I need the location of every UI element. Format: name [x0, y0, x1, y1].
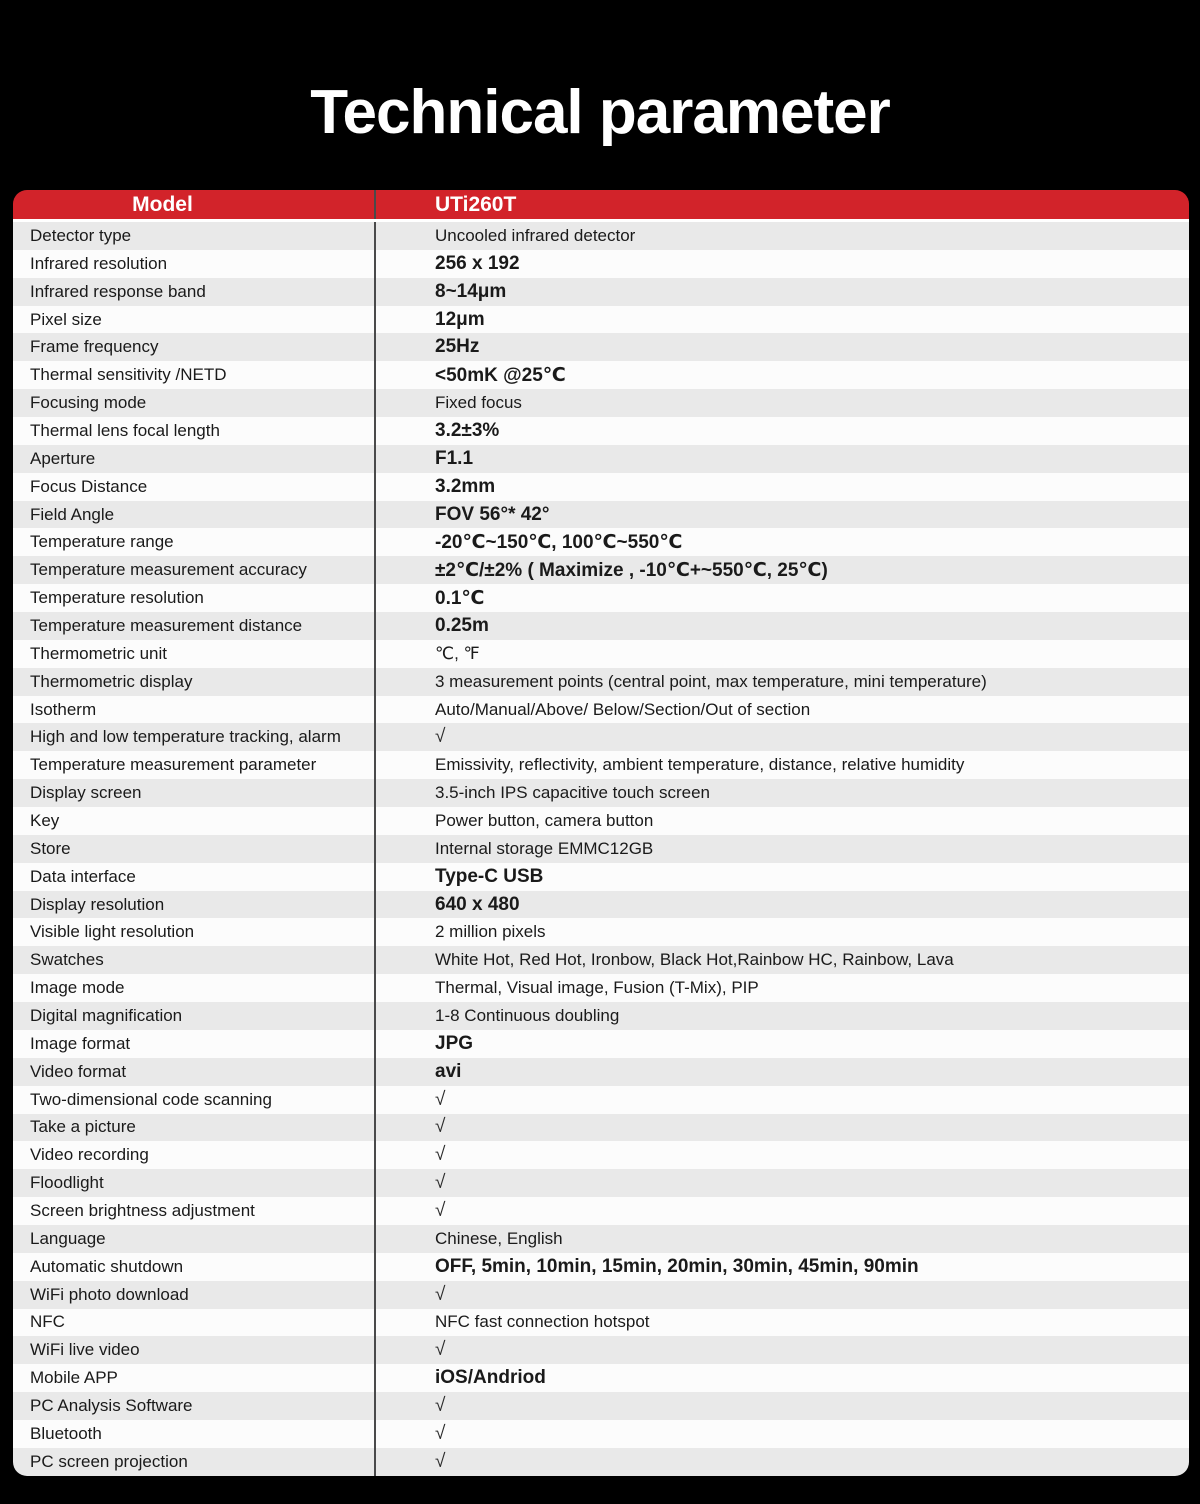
param-label: Automatic shutdown: [13, 1253, 376, 1281]
param-value: Uncooled infrared detector: [435, 225, 636, 245]
param-label: Floodlight: [13, 1169, 376, 1197]
param-label: Visible light resolution: [13, 918, 376, 946]
table-row: [13, 640, 1189, 668]
table-row: [13, 1141, 1189, 1169]
param-value: Power button, camera button: [435, 810, 654, 830]
table-row: [13, 918, 1189, 946]
table-row: [13, 668, 1189, 696]
table-row: [13, 1225, 1189, 1253]
param-value: √: [435, 1172, 446, 1194]
param-value: 256 x 192: [435, 252, 520, 274]
param-value: 0.1℃: [435, 587, 485, 609]
param-label: Temperature range: [13, 528, 376, 556]
param-value: Auto/Manual/Above/ Below/Section/Out of section: [435, 699, 811, 719]
param-label: Temperature measurement accuracy: [13, 556, 376, 584]
table-row: [13, 696, 1189, 724]
param-value: F1.1: [435, 447, 474, 469]
param-value: FOV 56°* 42°: [435, 503, 550, 525]
param-value: √: [435, 726, 446, 748]
param-label: Temperature measurement distance: [13, 612, 376, 640]
param-label: PC Analysis Software: [13, 1392, 376, 1420]
param-value: Thermal, Visual image, Fusion (T-Mix), PIP: [435, 978, 759, 998]
spec-table-header-row: [13, 190, 1189, 222]
param-value: 0.25m: [435, 614, 489, 636]
param-value: 2 million pixels: [435, 922, 546, 942]
table-row: [13, 1058, 1189, 1086]
param-value: √: [435, 1200, 446, 1221]
table-row: [13, 863, 1189, 891]
param-value: Emissivity, reflectivity, ambient temperature, distance, relative humidity: [435, 755, 965, 775]
param-value: ℃, ℉: [435, 643, 480, 663]
table-row: [13, 278, 1189, 306]
param-value: √: [435, 1450, 446, 1472]
param-label: Take a picture: [13, 1114, 376, 1142]
param-label: Data interface: [13, 863, 376, 891]
param-label: Store: [13, 835, 376, 863]
param-label: Video format: [13, 1058, 376, 1086]
param-value: 640 x 480: [435, 893, 520, 915]
param-label: Infrared response band: [13, 278, 376, 306]
table-row: [13, 1169, 1189, 1197]
param-label: Thermal lens focal length: [13, 417, 376, 445]
param-value: JPG: [435, 1032, 474, 1054]
table-row: [13, 1309, 1189, 1337]
table-row: [13, 779, 1189, 807]
table-row: [13, 1253, 1189, 1281]
param-label: High and low temperature tracking, alarm: [13, 723, 376, 751]
param-value: Fixed focus: [435, 393, 522, 413]
param-label: Swatches: [13, 946, 376, 974]
param-value: √: [435, 1422, 446, 1444]
param-label: Infrared resolution: [13, 250, 376, 278]
table-row: [13, 1448, 1189, 1476]
table-row: [13, 250, 1189, 278]
param-value: √: [435, 1283, 446, 1305]
param-label: Digital magnification: [13, 1002, 376, 1030]
param-value: √: [435, 1088, 446, 1110]
param-label: Screen brightness adjustment: [13, 1197, 376, 1225]
param-label: Focusing mode: [13, 389, 376, 417]
param-value: 1-8 Continuous doubling: [435, 1005, 620, 1025]
param-label: Pixel size: [13, 306, 376, 334]
param-value: √: [435, 1144, 446, 1166]
param-label: Temperature resolution: [13, 584, 376, 612]
param-label: WiFi live video: [13, 1336, 376, 1364]
param-value: ±2℃/±2% ( Maximize , -10℃+~550℃, 25℃): [435, 559, 828, 581]
table-row: [13, 528, 1189, 556]
table-row: [13, 612, 1189, 640]
table-row: [13, 946, 1189, 974]
param-label: Focus Distance: [13, 473, 376, 501]
model-header-label: Model: [13, 190, 376, 219]
table-row: [13, 361, 1189, 389]
param-label: Display screen: [13, 779, 376, 807]
param-value: 3.5-inch IPS capacitive touch screen: [435, 783, 710, 803]
param-value: Type-C USB: [435, 865, 544, 887]
param-label: Temperature measurement parameter: [13, 751, 376, 779]
table-row: [13, 473, 1189, 501]
param-label: PC screen projection: [13, 1448, 376, 1476]
param-value: White Hot, Red Hot, Ironbow, Black Hot,Rainbow HC, Rainbow, Lava: [435, 950, 954, 970]
table-row: [13, 501, 1189, 529]
table-row: [13, 1336, 1189, 1364]
table-row: [13, 1114, 1189, 1142]
param-value: 8~14μm: [435, 280, 507, 302]
param-value: 3.2mm: [435, 475, 496, 497]
table-row: [13, 1086, 1189, 1114]
table-row: [13, 1281, 1189, 1309]
param-label: Detector type: [13, 222, 376, 250]
param-label: Mobile APP: [13, 1364, 376, 1392]
param-value: -20℃~150℃, 100℃~550℃: [435, 531, 683, 553]
param-value: 25Hz: [435, 336, 480, 358]
param-label: Thermal sensitivity /NETD: [13, 361, 376, 389]
param-value: Internal storage EMMC12GB: [435, 838, 654, 858]
table-row: [13, 333, 1189, 361]
table-row: [13, 807, 1189, 835]
table-row: [13, 723, 1189, 751]
param-label: Aperture: [13, 445, 376, 473]
param-label: Key: [13, 807, 376, 835]
param-value: NFC fast connection hotspot: [435, 1312, 650, 1332]
param-label: Video recording: [13, 1141, 376, 1169]
table-row: [13, 445, 1189, 473]
param-value: 12μm: [435, 308, 485, 330]
table-row: [13, 1364, 1189, 1392]
table-row: [13, 389, 1189, 417]
param-label: Thermometric unit: [13, 640, 376, 668]
param-value: 3 measurement points (central point, max temperature, mini temperature): [435, 671, 987, 691]
table-row: [13, 1002, 1189, 1030]
table-row: [13, 417, 1189, 445]
param-label: Language: [13, 1225, 376, 1253]
table-row: [13, 1197, 1189, 1225]
param-label: Two-dimensional code scanning: [13, 1086, 376, 1114]
table-row: [13, 751, 1189, 779]
param-label: Image format: [13, 1030, 376, 1058]
param-value: <50mK @25℃: [435, 364, 566, 386]
spec-table-body: [13, 222, 1189, 1476]
param-label: Field Angle: [13, 501, 376, 529]
param-value: 3.2±3%: [435, 419, 500, 441]
table-row: [13, 306, 1189, 334]
table-row: [13, 1030, 1189, 1058]
param-label: Frame frequency: [13, 333, 376, 361]
table-row: [13, 974, 1189, 1002]
param-label: Display resolution: [13, 891, 376, 919]
param-value: avi: [435, 1060, 462, 1082]
table-row: [13, 1392, 1189, 1420]
param-label: Image mode: [13, 974, 376, 1002]
table-row: [13, 584, 1189, 612]
param-label: Thermometric display: [13, 668, 376, 696]
table-row: [13, 556, 1189, 584]
table-row: [13, 1420, 1189, 1448]
param-label: Isotherm: [13, 696, 376, 724]
param-value: √: [435, 1116, 446, 1138]
param-label: Bluetooth: [13, 1420, 376, 1448]
table-row: [13, 222, 1189, 250]
param-label: NFC: [13, 1309, 376, 1337]
page-title: Technical parameter: [310, 78, 890, 147]
param-value: √: [435, 1339, 446, 1361]
table-row: [13, 835, 1189, 863]
spec-table: [13, 190, 1189, 1476]
param-value: iOS/Andriod: [435, 1367, 546, 1389]
param-label: WiFi photo download: [13, 1281, 376, 1309]
param-value: OFF, 5min, 10min, 15min, 20min, 30min, 45min, 90min: [435, 1255, 919, 1277]
table-row: [13, 891, 1189, 919]
model-header-value: UTi260T: [435, 192, 517, 216]
param-value: Chinese, English: [435, 1228, 563, 1248]
param-value: √: [435, 1395, 446, 1417]
